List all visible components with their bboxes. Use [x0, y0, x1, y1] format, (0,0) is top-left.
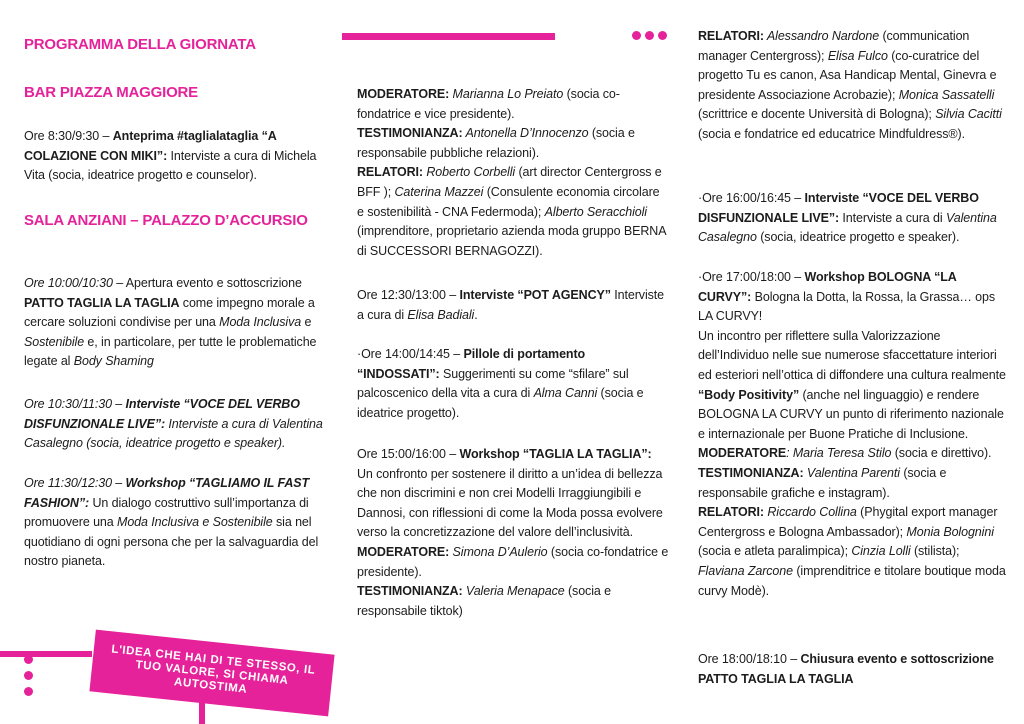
- person-name: Roberto Corbelli: [423, 165, 516, 180]
- person-desc: (socia e responsabile pubbliche relazioni).: [357, 126, 635, 160]
- dot: [24, 655, 33, 664]
- venue-heading-sala: SALA ANZIANI – PALAZZO D’ACCURSIO: [24, 212, 308, 229]
- program-title: PROGRAMMA DELLA GIORNATA: [24, 36, 256, 53]
- event-desc: Un dialogo costruttivo sull’importanza di promuovere una: [24, 495, 309, 530]
- person-name: Antonella D’Innocenzo: [462, 126, 589, 141]
- event-desc: –: [786, 652, 801, 666]
- person-name: Elisa Badiali: [407, 307, 475, 322]
- quote-banner: [89, 630, 334, 717]
- event-desc: (socia, ideatrice progetto e speaker).: [756, 230, 960, 245]
- person-name: Monica Sassatelli: [898, 87, 995, 102]
- event-colazione: [24, 127, 329, 186]
- person-name: Monia Bolognini: [906, 524, 994, 539]
- role-label: MODERATORE:: [357, 87, 450, 101]
- person-name: Marianna Lo Preiato: [449, 87, 564, 101]
- event-workshop-taglia: [357, 445, 669, 621]
- event-apertura: [24, 274, 329, 372]
- event-desc: Interviste a cura di: [839, 210, 946, 225]
- person-desc: (communication manager Centergross);: [698, 29, 970, 63]
- person-desc: (socia e direttivo).: [891, 446, 992, 461]
- person-name: Valeria Menapace: [462, 584, 565, 599]
- decorative-bar-bottom-left: [0, 651, 92, 657]
- dot: [24, 671, 33, 680]
- emphasis: “Body Positivity”: [698, 387, 800, 402]
- decorative-dots-top: [632, 31, 667, 40]
- event-pillole: [357, 345, 669, 423]
- event-title: Chiusura evento e sottoscrizione PATTO TAGLIA LA TAGLIA: [698, 652, 994, 686]
- dot: [658, 31, 667, 40]
- event-chiusura: [698, 650, 1008, 689]
- event-desc: come impegno morale a cercare soluzioni condivise per una: [24, 295, 315, 330]
- event-desc: –: [790, 191, 805, 205]
- person-name: Alma Canni: [533, 386, 598, 401]
- person-desc: (scrittrice e docente Università di Bologna);: [698, 107, 936, 122]
- event-time: ·Ore 14:00/14:45: [357, 347, 450, 361]
- person-name: Riccardo Collina: [764, 505, 857, 520]
- event-desc: –: [111, 397, 126, 411]
- person-name: Alberto Seracchioli: [544, 204, 647, 219]
- person-name: Alessandro Nardone: [764, 29, 880, 43]
- person-name: Valentina Parenti: [803, 465, 900, 480]
- person-name: Flaviana Zarcone: [698, 563, 793, 578]
- person-desc: (imprenditore, proprietario azienda moda gruppo BERNA di SUCCESSORI BERNAGOZZI).: [357, 224, 666, 258]
- event-workshop-fast-fashion: [24, 474, 329, 572]
- speakers-block-2: [698, 27, 1008, 145]
- dot: [24, 687, 33, 696]
- emphasis: Sostenibile: [24, 334, 85, 349]
- event-time: ·Ore 17:00/18:00: [698, 270, 791, 284]
- person-name: Simona D’Aulerio: [449, 544, 548, 559]
- event-title: PATTO TAGLIA LA TAGLIA: [24, 295, 180, 310]
- emphasis: Body Shaming: [73, 354, 154, 369]
- decorative-bar-top: [342, 33, 555, 40]
- role-label: MODERATORE: [698, 446, 787, 461]
- role-label: TESTIMONIANZA:: [357, 126, 463, 141]
- event-desc: –: [111, 476, 126, 490]
- person-desc: (Consulente economia circolare e sostenibilità - CNA Federmoda);: [357, 184, 660, 219]
- emphasis: Moda Inclusiva e Sostenibile: [117, 515, 273, 530]
- event-desc: Bologna la Dotta, la Rossa, la Grassa… ops LA CURVY!: [698, 289, 995, 324]
- event-desc: (anche nel linguaggio) e rendere BOLOGNA LA CURVY un punto di riferimento nazionale e internazionale per Buone Pratiche di Inclusione.: [698, 387, 1004, 441]
- event-pot-agency: [357, 286, 669, 325]
- person-desc: (socia e responsabile tiktok): [357, 584, 611, 618]
- role-label: TESTIMONIANZA:: [357, 584, 463, 599]
- event-title: Workshop “TAGLIAMO IL FAST FASHION”:: [24, 476, 310, 510]
- emphasis: Moda Inclusiva: [219, 315, 302, 330]
- person-name: Cinzia Lolli: [851, 544, 911, 559]
- event-desc: e, in particolare, per tutte le problematiche legate al: [24, 334, 317, 369]
- event-desc: Interviste a cura di Valentina Casalegno (socia, ideatrice progetto e speaker).: [24, 416, 323, 451]
- event-desc: Un confronto per sostenere il diritto a un’idea di bellezza che non discrimini e non crei Modelli Irraggiungibili e Dannosi, con riflessioni di come la Moda possa evolvere verso la concretizzazione del valore dell’inclusività.: [357, 466, 663, 540]
- person-desc: (socia e atleta paralimpica);: [698, 544, 852, 559]
- person-desc: (socia co-fondatrice e vice presidente).: [357, 87, 620, 121]
- event-title: Pillole di portamento “INDOSSATI”:: [357, 347, 586, 381]
- event-desc: (socia e ideatrice progetto).: [357, 386, 644, 420]
- role-label: RELATORI:: [698, 29, 764, 43]
- person-desc: (Phygital export manager Centergross e Bologna Ambassador);: [698, 505, 998, 539]
- event-title: Interviste “POT AGENCY”: [459, 288, 611, 302]
- event-time: Ore 11:30/12:30: [24, 476, 112, 490]
- event-desc: Interviste a cura di Michela Vita (socia, ideatrice progetto e counselor).: [24, 148, 317, 183]
- event-time: Ore 10:00/10:30: [24, 276, 113, 290]
- event-title: Interviste “VOCE DEL VERBO DISFUNZIONALE LIVE”:: [698, 191, 979, 225]
- event-desc: –: [449, 347, 464, 361]
- role-label: TESTIMONIANZA:: [698, 465, 804, 480]
- event-time: Ore 18:00/18:10: [698, 652, 787, 666]
- dot: [645, 31, 654, 40]
- event-desc: –: [445, 288, 460, 302]
- venue-heading-bar: BAR PIAZZA MAGGIORE: [24, 84, 198, 101]
- event-desc: Interviste a cura di: [357, 288, 664, 322]
- event-desc: sia nel quotidiano di ogni persona che per la salvaguardia del nostro pianeta.: [24, 515, 319, 569]
- decorative-dots-left: [24, 655, 33, 696]
- event-desc: .: [474, 307, 478, 322]
- event-time: Ore 10:30/11:30: [24, 397, 112, 411]
- event-title: Anteprima #taglialataglia “A COLAZIONE CON MIKI”:: [24, 129, 277, 163]
- event-desc: Suggerimenti su come “sfilare” sul palcoscenico della vita a cura di: [357, 366, 629, 401]
- quote-banner-text: L'IDEA CHE HAI DI TE STESSO, IL TUO VALORE, SI CHIAMA AUTOSTIMA: [110, 642, 316, 696]
- role-label: MODERATORE:: [357, 544, 450, 559]
- event-desc: e: [301, 315, 312, 330]
- person-desc: (imprenditrice e titolare boutique moda curvy Modè).: [698, 563, 1006, 598]
- event-title: Workshop BOLOGNA “LA CURVY”:: [698, 270, 957, 304]
- event-interviste-voce-live: [698, 189, 1008, 248]
- person-name: Caterina Mazzei: [394, 184, 484, 199]
- event-workshop-la-curvy: [698, 268, 1008, 601]
- event-desc: Un incontro per riflettere sulla Valorizzazione dell’Individuo nelle sue numerose sfaccettature interiori ed esteriori nell’ottica di diffondere una cultura realmente: [698, 328, 1006, 382]
- event-title: Interviste “VOCE DEL VERBO DISFUNZIONALE LIVE”:: [24, 397, 300, 431]
- role-label: RELATORI:: [357, 165, 423, 180]
- event-time: Ore 12:30/13:00: [357, 288, 446, 302]
- person-desc: (socia e fondatrice ed educatrice Mindfuldress®).: [698, 126, 965, 141]
- event-time: Ore 15:00/16:00: [357, 447, 446, 461]
- event-interviste-voce: [24, 395, 329, 454]
- speakers-block-1: [357, 85, 669, 261]
- role-label: RELATORI:: [698, 505, 764, 520]
- person-name: Elisa Fulco: [827, 48, 888, 63]
- person-name: Silvia Cacitti: [935, 107, 1002, 122]
- event-title: Workshop “TAGLIA LA TAGLIA”:: [459, 447, 652, 461]
- person-name: : Maria Teresa Stilo: [786, 446, 892, 461]
- event-time: Ore 8:30/9:30 –: [24, 129, 113, 143]
- dot: [632, 31, 641, 40]
- event-desc: – Apertura evento e sottoscrizione: [112, 276, 302, 290]
- event-time: ·Ore 16:00/16:45: [698, 191, 791, 205]
- event-desc: –: [790, 270, 805, 284]
- event-desc: –: [445, 447, 460, 461]
- person-desc: (socia co-fondatrice e presidente).: [357, 544, 669, 579]
- person-desc: (art director Centergross e BFF );: [357, 165, 662, 199]
- person-name: Valentina Casalegno: [698, 210, 997, 245]
- person-desc: (socia e responsabile grafiche e instagram).: [698, 465, 947, 500]
- person-desc: (stilista);: [910, 544, 960, 559]
- person-desc: (co-curatrice del progetto Tu es canon, Asa Handicap Mental, Ginevra e presidente Associazione Acrobazie);: [698, 48, 997, 102]
